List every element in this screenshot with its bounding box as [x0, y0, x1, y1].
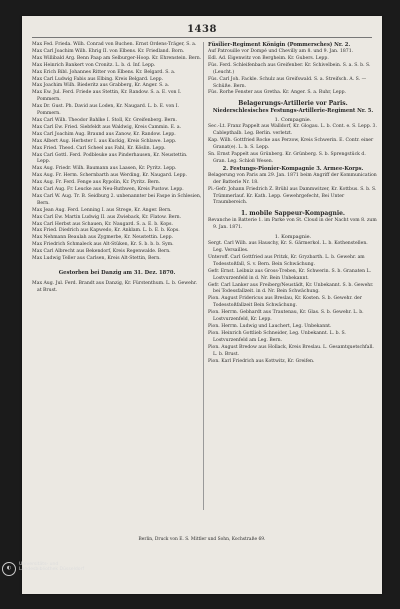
- casualty-entry: Sec.-Lt. Franz Pappelt aus Walldorf, Kr. Glogau. L. b. Cont. e. S. Lepp. 3. Cablepthalb. Leg. Berlin. verletzt.: [208, 124, 377, 137]
- casualty-entry: Max Carl Aug. Fr. Leucke aus Neu-Ruthwen, Kreis Pustow. Lepp.: [32, 187, 184, 193]
- mobile-note: Revanche in Batterie 1. im Parke von St. Cloud in der Nacht vom 8. zum 9. Jan. 1871.: [208, 218, 377, 231]
- casualty-entry: Pion. Karl Friedrich aus Kottwitz, Kr. Greifen.: [208, 358, 315, 364]
- casualty-entry: Max Fed. Frieda. Wilh. Conrad von Buchen. Ernst Ordens-Träger, S. a.: [32, 42, 197, 47]
- casualty-entry: Füs. Rorhe Fenster aus Gretha. Kr. Anger. S. a. Ruhr, Lepp.: [208, 90, 346, 96]
- casualty-entry: Max Carl W. Aug. Tr. B. Seidburg 2. unbenannter bei Faspe in Schlesien, Bern.: [32, 193, 202, 206]
- right-column: [208, 42, 378, 365]
- casualty-entry: Max Willibald Arg. Benn Paap am Selburger-Hoop. Kr. Ehrenstein. Bern.: [32, 55, 202, 61]
- mobile-company-heading: 1. Kompagnie.: [274, 234, 312, 241]
- mobile-entry-list: [208, 241, 378, 365]
- battery-heading: 2. Festungs-Pionier-Kompagnie 3. Armee-Korps.: [222, 165, 364, 172]
- casualty-entry: Pion. August Bredow aus Hollack, Kreis Breslau. L. Gesamtquetschfall. L. b. Brust.: [208, 344, 374, 357]
- library-name: Universitäts- und Landesbibliothek Düsseldorf: [19, 562, 85, 573]
- casualty-entry: Max Fried. Theod. Carl Scheel aus Fahl, Kr. Köslin. Lepp.: [32, 145, 166, 151]
- casualty-entry: Pion. August Fridericus aus Breslau, Kr. Kosten. S. b. Gewehr. der Todesstoßfallzeit Bein Schwächung.: [208, 296, 362, 309]
- casualty-entry: Max Carl Gottl. Ferd. Podbleuke aus Pinderhausen, Kr. Neustettin. Lepp.: [32, 152, 188, 165]
- casualty-entry: Max Aug. Fr. Ferd. Fenge aus Rypolin, Kr. Pyritz. Bern.: [32, 180, 161, 186]
- casualty-entry: Max Aug. Fr. Herm. Schernbarth aus Werding, Kr. Naugard. Lepp.: [32, 173, 187, 179]
- casualty-entry: Füs. Carl Joh. Fackle. Schulz aus Greifswald. S. a. Streifsch. A. S. — Schüße. Bern.: [208, 76, 367, 89]
- regiment-heading: Füsilier-Regiment Königin (Pommersches) Nr. 2.: [208, 42, 351, 48]
- casualty-entry: Max Carl Wilh. Theodor Bahlke I. Stoll, Kr. Greifenberg. Bern.: [32, 117, 177, 123]
- casualty-entry: Max Fried. Diedrich aus Kapwedo, Kr. Anklam. L. b. E. b. Kops.: [32, 228, 180, 234]
- casualty-entry: Max Erich Bibl. Johannes Ritter von Elbens. Kr. Belgard. S. a.: [32, 69, 176, 75]
- artillery-heading: Belagerungs-Artillerie vor Paris.: [238, 100, 348, 108]
- casualty-entry: Max Carl Joachim Aug. Braund aus Zanow, Kr. Randow. Lepp.: [32, 131, 176, 137]
- battery-entry-list: [208, 187, 378, 208]
- casualty-entry: Max Carl Ew. Fried. Siebfeldt aus Waldwig, Kreis Cammin. E. a.: [32, 124, 182, 130]
- mobile-heading: 1. mobile Sappeur-Kompagnie.: [240, 210, 346, 218]
- casualty-entry: Max Joachim Wilh. Biederitz aus Grabberg, Kr. Anger. S. a.: [32, 83, 170, 89]
- company-1-heading: 1. Compagnie.: [274, 117, 312, 124]
- section-heading-danzig: Gestorben bei Danzig am 31. Dez. 1870.: [58, 270, 176, 276]
- casualty-entry: Edl. Ad. Eigenwitz von Bergheim. Kr. Gubers. Lepp.: [208, 55, 329, 61]
- casualty-entry: Max Friedrich Schmaleck aus Alt-Stüken, Kr. S. b. b. b. Sym.: [32, 242, 174, 248]
- casualty-entry: Kap. Wilh. Gottfried Rocke aus Perzow, Kreis Schwerin. E. Contr. einer Granat(e). L. b. S. Lepp.: [208, 138, 374, 151]
- company-1-entry-list: [208, 124, 378, 165]
- left-column: [32, 42, 202, 295]
- casualty-entry: Max Ludwig Teller aus Carlsen, Kreis Alt-Stettin, Bern.: [32, 256, 161, 262]
- document-page: [22, 16, 382, 594]
- regiment-entry-list: [208, 56, 378, 97]
- casualty-entry: Unteroff. Carl Gottfried aus Pritzk, Kr. Gryzbarth. L. b. Gewehr. am Todesstoßfall, S. v. Bern. Bein Schwächung.: [208, 254, 365, 267]
- casualty-entry: Pion. Herrm. Gebhardt aus Trautenau, Kr. Glas. S. b. Gewehr. L. b. Lostvurzenfeld, Kr. Lepp.: [208, 310, 364, 323]
- printer-footer: Berlin, Druck von E. S. Mittler und Sohn, Kochstraße 69.: [138, 537, 266, 542]
- casualty-entry: Max Jean Aug. Ferd. Lenning I. aus Strege, Kr. Anger. Bern.: [32, 207, 172, 213]
- regiment-note: Auf Patrouille vor Dompé und Chevilly am 8. und 9. Jan. 1871.: [208, 49, 354, 54]
- casualty-entry: Pi.-Gefr. Johann Friedrich Z. Brühl aus Dammwitzer, Kr. Kottbus. S. b. S. Trümmerlauf. Kr. Kath. Lepp. Gewehrgefecht, Bei Unter Traumbereich.: [208, 186, 377, 206]
- casualty-entry: Max Carl Ew. Martin Ludwig II. aus Zwieback, Kr. Flatow. Bern.: [32, 214, 182, 220]
- page-number: 1438: [187, 24, 217, 35]
- battery-note: Belagerung von Paris am 29. Jan. 1871 beim Angriff der Kommunication der Batterie Nr. 18.: [208, 172, 377, 185]
- left-entry-list: [32, 42, 202, 263]
- casualty-entry: Max Carl Albrecht aus Bekendorf, Kreis Regenwalde. Bern.: [32, 249, 171, 255]
- casualty-entry: Sergt. Carl Wilh. aus Hauschy, Kr. S. Gärmerkol. L. b. Kothenstellen. Leg. Versailles.: [208, 241, 368, 254]
- casualty-entry: Pion. Herrm. Ludwig und Lauchert, Leg. Unbekannt.: [208, 324, 332, 329]
- casualty-entry: Pion. Heinrich Gottlieb Schneider, Leg. Unbekannt. L. b. S. Lostvurzenfeld am Leg. Bern.: [208, 330, 346, 343]
- danzig-entry-list: [32, 281, 202, 295]
- casualty-entry: Gefr. Carl Lanker aus Freiberg/Neustädt, Kr. Unbekannt. S. b. Gewehr. bei Todessfallzeit. in d. Nr. Bein Schwächung.: [208, 282, 374, 295]
- casualty-entry: Gefr. Ernst. Leibniz aus Gross-Treben, Kr. Schwerin. S. b. Granaten L. Lostvurzenfeld in d. Nr. Bein Unbekannt.: [208, 268, 372, 281]
- casualty-entry: Max Carl Herbst aus Schauen, Kr. Naugard. S. a. E. b. Kops.: [32, 221, 173, 227]
- casualty-entry: Füs. Ferd. Schleifenbach aus Greifenber. Kr. Schivelbein. S. a. S. b. S. (Leucht.): [208, 62, 371, 75]
- casualty-entry: Max Heinrich Bankert von Cronitz. L. b. d. Inf. Lepp.: [32, 62, 156, 68]
- casualty-entry: Max Carl Joachim Wilh. Ehrig II. von Elbens. Kr. Friedland. Born.: [32, 48, 185, 54]
- casualty-entry: Max Carl Ludwig Fabis aus Elbing. Kreis Belgard. Lepp.: [32, 76, 164, 82]
- casualty-entry: Max Aug. Jul. Ferd. Brandt aus Danzig, Kr. Fürstenthum. L. b. Gewehr. at Brust.: [32, 281, 197, 293]
- column-divider: [203, 42, 204, 510]
- casualty-entry: Max Ew. Jul. Ferd. Friede aus Stettin, Kr. Randow. S. a. E. von I. Pommern.: [32, 90, 182, 103]
- library-logo-icon: ◐: [2, 562, 16, 576]
- artillery-subheading: Niederschlesisches Festungs-Artillerie-Regiment Nr. 5.: [212, 108, 374, 115]
- casualty-entry: Max Dr. Gust. Ph. David aus Loden, Kr. Naugard. L. b. E. von I. Pommern.: [32, 104, 179, 117]
- library-badge: [2, 562, 84, 576]
- casualty-entry: Max Nehmann Beaulah aus Zygmerbe, Kr. Neustettin. Lepp.: [32, 235, 173, 241]
- casualty-entry: Max Aug. Friedr. Wilh. Baumann aus Laasen, Kr. Pyritz. Lepp.: [32, 166, 177, 172]
- casualty-entry: Sn. Ernst Pappelt aus Grünberg. Kr. Grünberg. S. b. Sprengstück d. Gran. Leg. Schloß Wesen.: [208, 151, 366, 164]
- casualty-entry: Max Albert Aug. Herbster I. aus Kuckig, Kreis Schlawe. Lepp.: [32, 138, 177, 144]
- header-rule: [32, 37, 372, 38]
